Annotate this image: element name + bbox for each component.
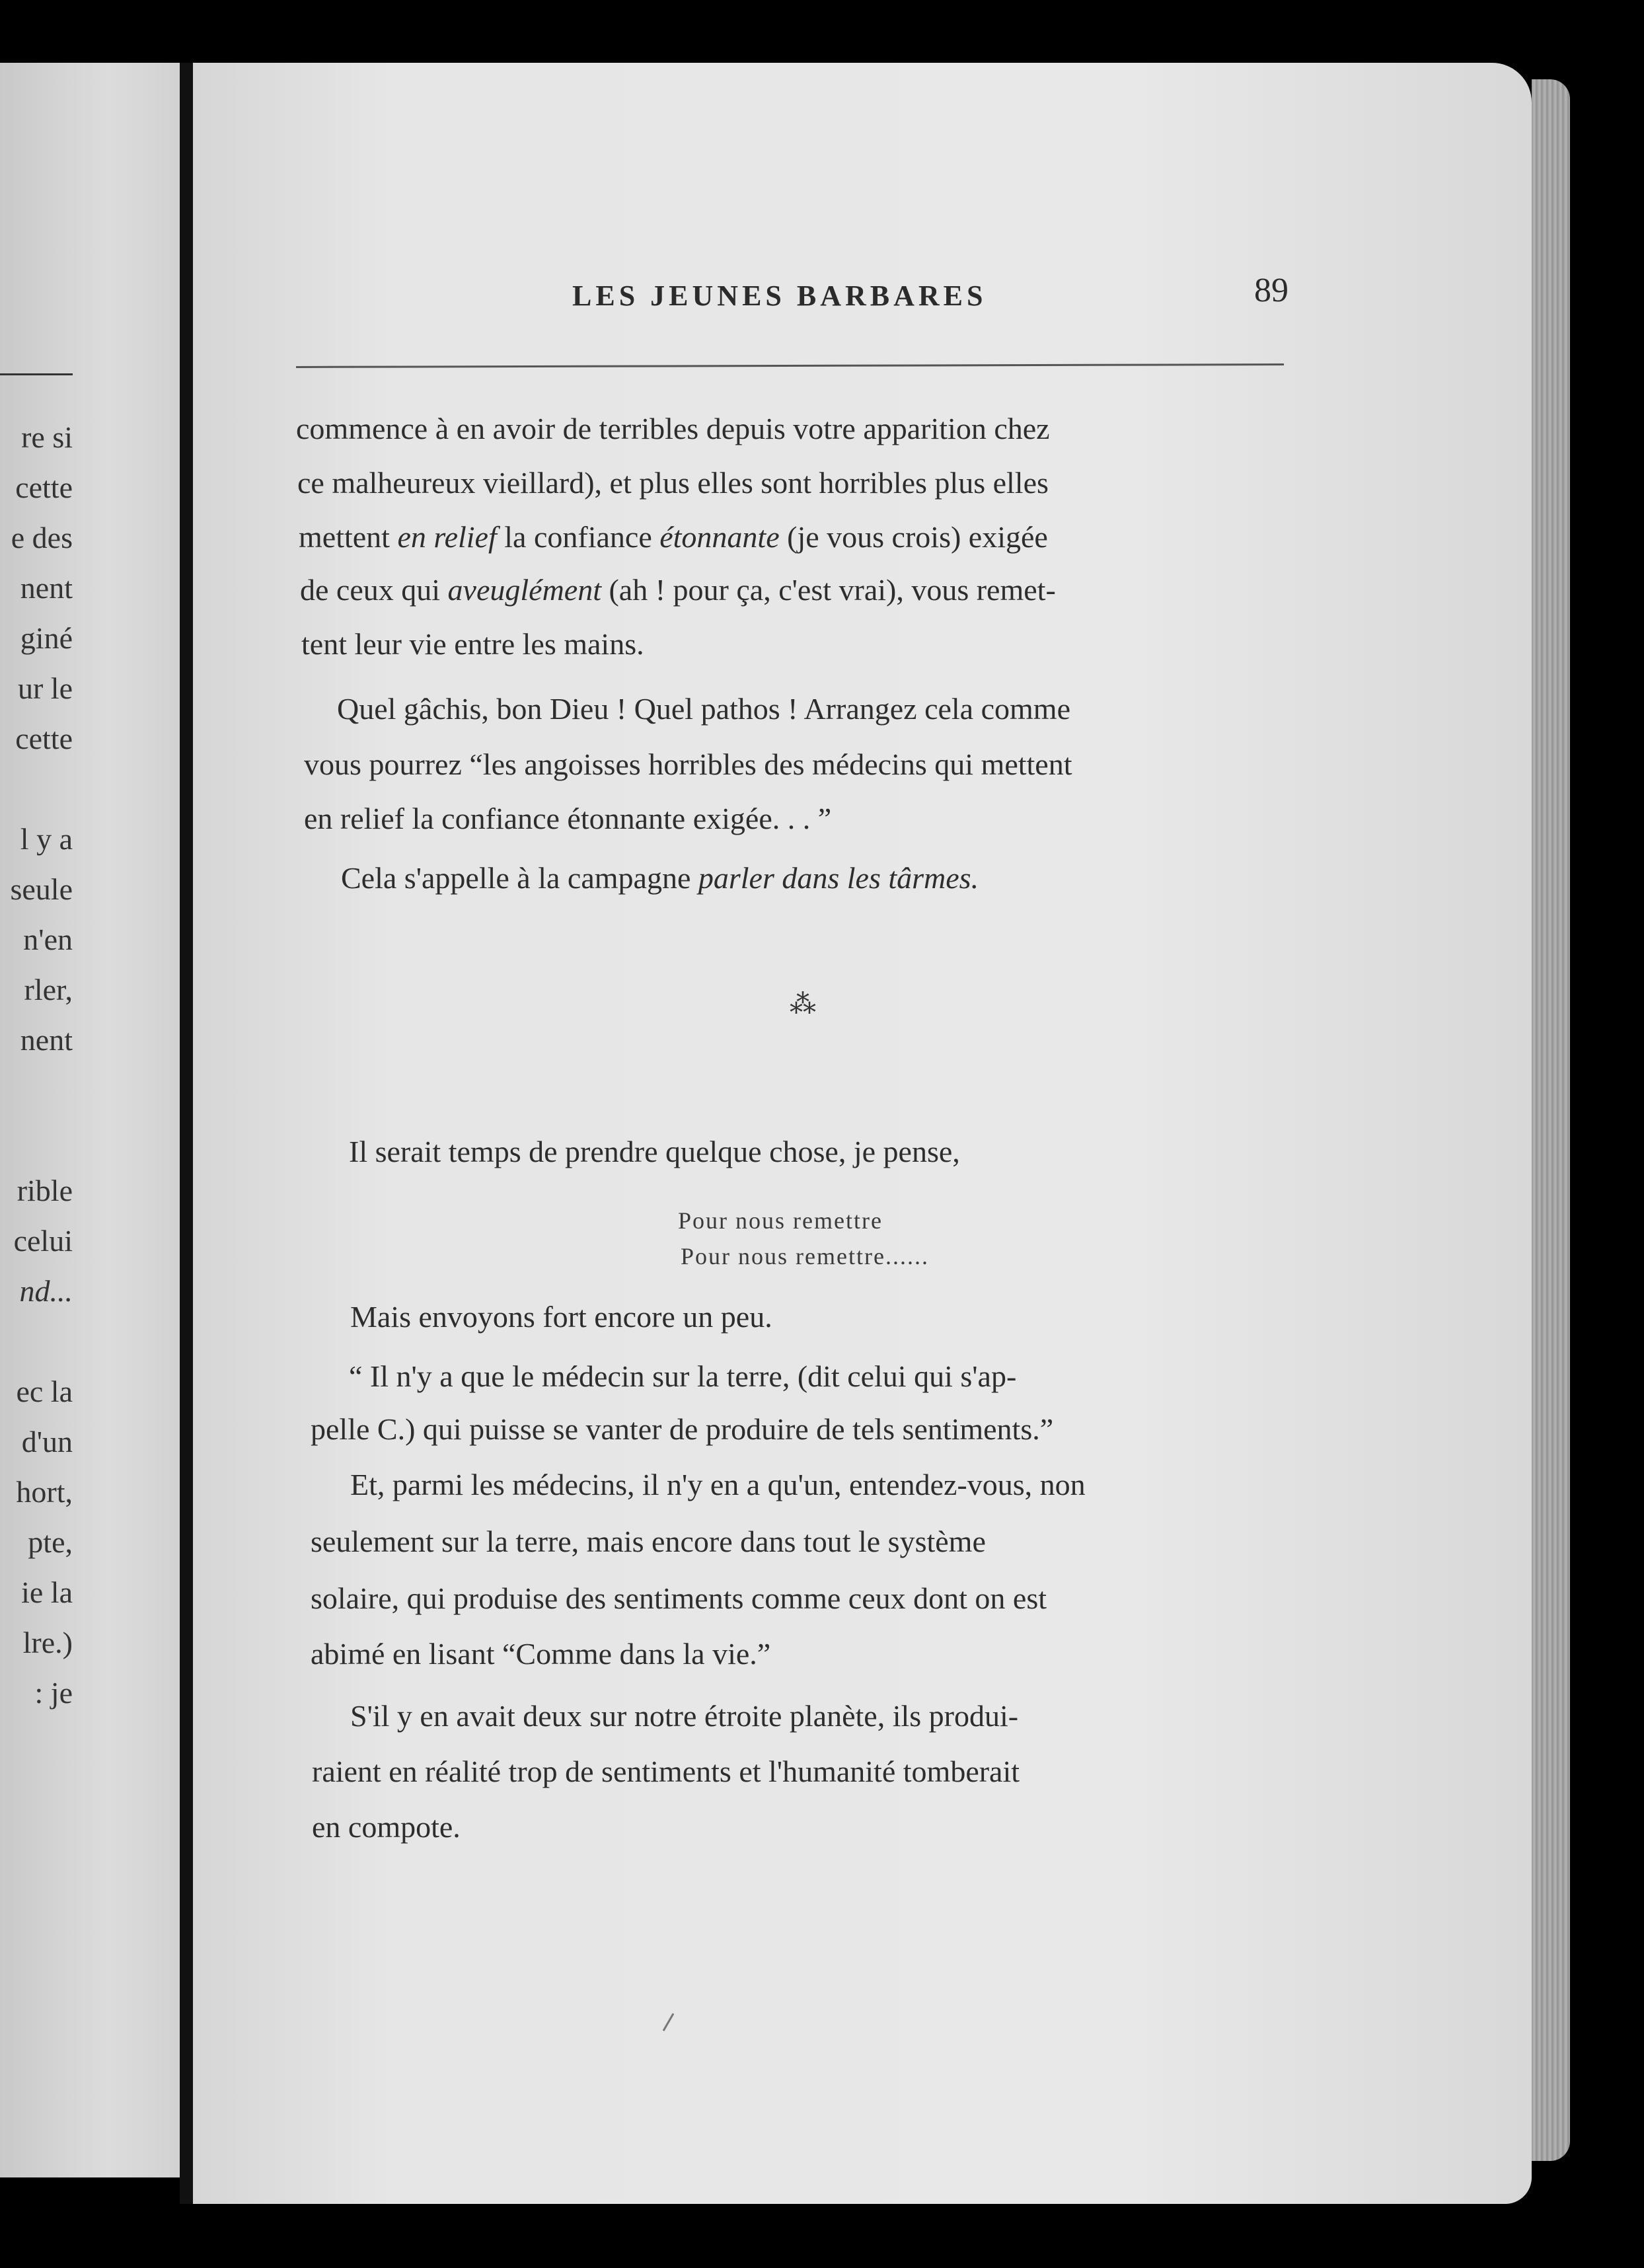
left-page-header-rule (0, 373, 73, 375)
text-line: Quel gâchis, bon Dieu ! Quel pathos ! Arrangez cela comme (337, 692, 1070, 726)
left-page-text-line: rible (17, 1174, 73, 1207)
italic-phrase: parler dans les târmes. (698, 861, 979, 895)
left-page-text-line: d'un (21, 1425, 73, 1458)
text-line: vous pourrez “les angoisses horribles des médecins qui mettent (304, 747, 1072, 781)
text-line: abimé en lisant “Comme dans la vie.” (311, 1637, 771, 1671)
left-page-text-line: pte, (28, 1525, 73, 1559)
page-edges (1532, 79, 1570, 2161)
left-page-text-line: nd... (19, 1274, 73, 1308)
section-asterism: ⁂ (790, 989, 816, 1019)
left-page-text-line: celui (13, 1224, 73, 1258)
text-line: raient en réalité trop de sentiments et l'humanité tomberait (312, 1755, 1020, 1788)
text-line: en compote. (312, 1810, 461, 1844)
italic-phrase: aveuglément (447, 573, 601, 607)
text-line: Et, parmi les médecins, il n'y en a qu'un, entendez-vous, non (350, 1468, 1086, 1501)
text-line: seulement sur la terre, mais encore dans tout le système (311, 1525, 986, 1558)
book-gutter (180, 63, 193, 2204)
left-page-text-line: cette (15, 471, 73, 504)
text-line: S'il y en avait deux sur notre étroite planète, ils produi- (350, 1699, 1019, 1733)
left-page-text-line: re si (21, 420, 73, 454)
italic-phrase: en relief (397, 520, 497, 554)
left-page-text-line: lre.) (22, 1626, 73, 1659)
left-page-text-line: ur le (17, 671, 73, 705)
left-page-text-line: nent (20, 1023, 73, 1057)
text-line: ce malheureux vieillard), et plus elles sont horribles plus elles (297, 466, 1049, 500)
text-line: de ceux qui aveuglément (ah ! pour ça, c'est vrai), vous remet- (300, 573, 1056, 607)
left-page-text-line: hort, (16, 1475, 73, 1509)
text-line: en relief la confiance étonnante exigée. . . ” (304, 802, 832, 835)
text-line: commence à en avoir de terribles depuis votre apparition chez (296, 412, 1050, 445)
verse-line: Pour nous remettre (678, 1207, 883, 1234)
text-line: Il serait temps de prendre quelque chose, je pense, (349, 1135, 960, 1168)
text-line: tent leur vie entre les mains. (301, 627, 644, 661)
italic-phrase: étonnante (659, 520, 780, 554)
left-page-text-line: ec la (16, 1375, 73, 1408)
running-title: LES JEUNES BARBARES (572, 280, 987, 312)
text-line: mettent en relief la confiance étonnante (je vous crois) exigée (299, 520, 1048, 554)
text-line: pelle C.) qui puisse se vanter de produire de tels sentiments.” (311, 1412, 1054, 1446)
left-page-text-line: nent (20, 571, 73, 605)
text-line: solaire, qui produise des sentiments comme ceux dont on est (311, 1581, 1047, 1615)
left-page-text-line: seule (10, 872, 73, 906)
text-line: “ Il n'y a que le médecin sur la terre, (dit celui qui s'ap- (349, 1359, 1017, 1393)
book-page (193, 63, 1532, 2204)
page-number: 89 (1254, 272, 1289, 309)
left-page-text-line: n'en (23, 923, 73, 956)
left-page-text-line: l y a (20, 822, 73, 856)
left-page-text-line: cette (15, 722, 73, 755)
left-page-text-line: : je (34, 1676, 73, 1710)
text-line: Mais envoyons fort encore un peu. (350, 1300, 772, 1334)
left-page-text-line: ie la (21, 1575, 73, 1609)
left-page-text-line: rler, (24, 973, 73, 1006)
verse-line: Pour nous remettre...... (681, 1243, 929, 1269)
facing-page-left (0, 63, 180, 2177)
left-page-text-line: giné (20, 621, 73, 655)
text-line: Cela s'appelle à la campagne parler dans les târmes. (341, 861, 979, 895)
left-page-text-line: e des (11, 521, 73, 554)
